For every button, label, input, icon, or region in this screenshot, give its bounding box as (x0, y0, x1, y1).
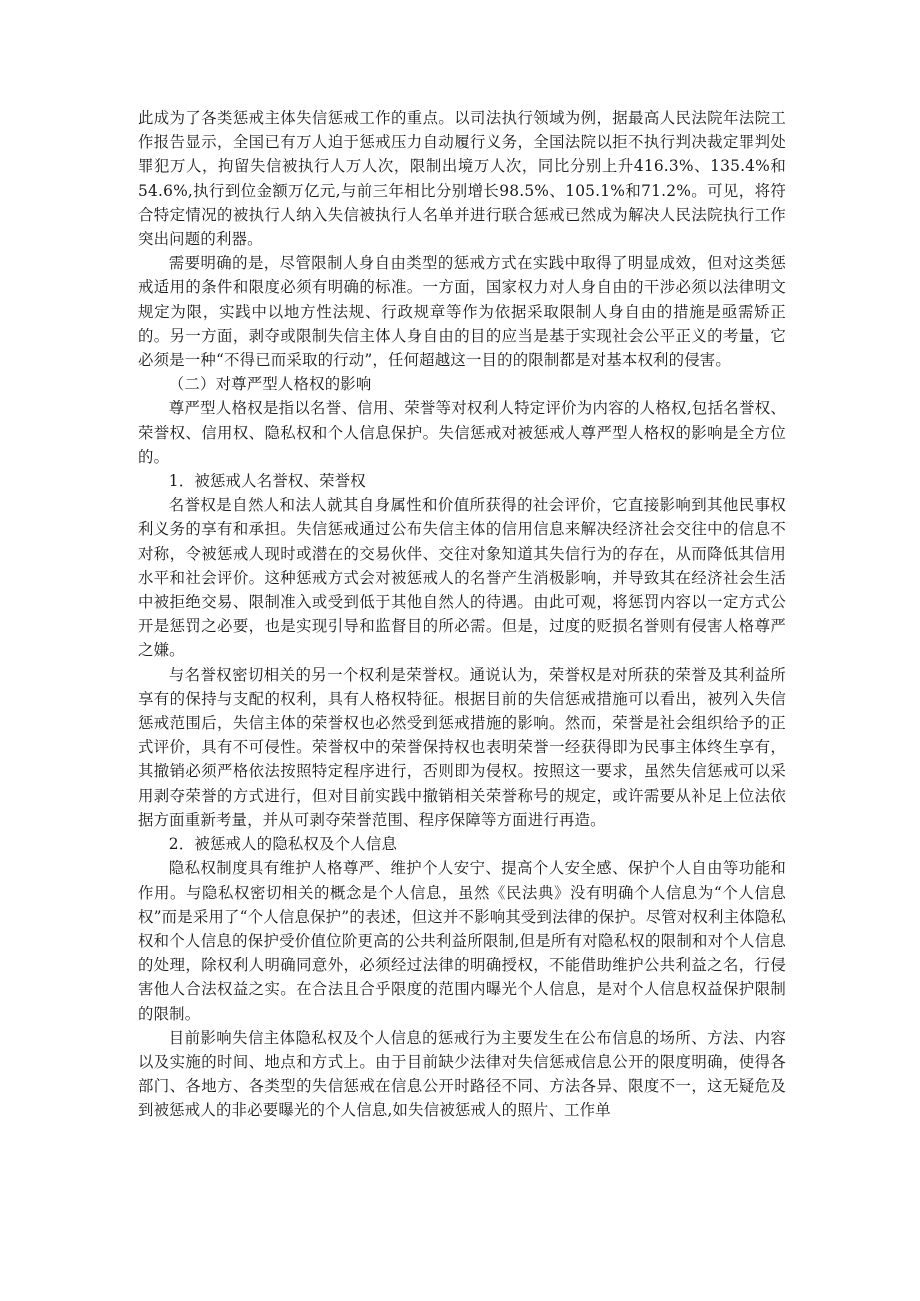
document-page (138, 106, 786, 1123)
paragraph-personal-freedom-limits: 需要明确的是，尽管限制人身自由类型的惩戒方式在实践中取得了明显成效，但对这类惩戒适用的条件和限度必须有明确的标准。一方面，国家权力对人身自由的干涉必须以法律明文规定为限，实践中以地方性法规、行政规章等作为依据采取限制人身自由的措施是亟需矫正的。另一方面，剥夺或限制失信主体人身自由的目的应当是基于实现社会公平正义的考量，它必须是一种“不得已而采取的行动”，任何超越这一目的的限制都是对基本权利的侵害。 (138, 254, 786, 370)
paragraph-dignity-rights-definition: 尊严型人格权是指以名誉、信用、荣誉等对权利人特定评价为内容的人格权,包括名誉权、荣誉权、信用权、隐私权和个人信息保护。失信惩戒对被惩戒人尊严型人格权的影响是全方位的。 (138, 399, 786, 466)
section-heading-dignity-rights: （二）对尊严型人格权的影响 (168, 375, 372, 394)
subheading-privacy-personal-info: 2．被惩戒人的隐私权及个人信息 (168, 835, 398, 854)
paragraph-disclosure-practices: 目前影响失信主体隐私权及个人信息的惩戒行为主要发生在公布信息的场所、方法、内容以及实施的时间、地点和方式上。由于目前缺少法律对失信惩戒信息公开的限度明确，使得各部门、各地方、各类型的失信惩戒在信息公开时路径不同、方法各异、限度不一，这无疑危及到被惩戒人的非必要曝光的个人信息,如失信被惩戒人的照片、工作单 (138, 1028, 786, 1120)
paragraph-honor-right: 与名誉权密切相关的另一个权利是荣誉权。通说认为，荣誉权是对所获的荣誉及其利益所享有的保持与支配的权利，具有人格权特征。根据目前的失信惩戒措施可以看出，被列入失信惩戒范围后，失信主体的荣誉权也必然受到惩戒措施的影响。然而，荣誉是社会组织给予的正式评价，具有不可侵性。荣誉权中的荣誉保持权也表明荣誉一经获得即为民事主体终生享有，其撤销必须严格依法按照特定程序进行，否则即为侵权。按照这一要求，虽然失信惩戒可以采用剥夺荣誉的方式进行，但对目前实践中撤销相关荣誉称号的规定，或许需要从补足上位法依据方面重新考量，并从可剥夺荣誉范围、程序保障等方面进行再造。 (138, 665, 786, 829)
subheading-reputation-honor: 1．被惩戒人名誉权、荣誉权 (168, 472, 366, 491)
paragraph-reputation-right: 名誉权是自然人和法人就其自身属性和价值所获得的社会评价，它直接影响到其他民事权利义务的享有和承担。失信惩戒通过公布失信主体的信用信息来解决经济社会交往中的信息不对称，令被惩戒人现时或潜在的交易伙伴、交往对象知道其失信行为的存在，从而降低其信用水平和社会评价。这种惩戒方式会对被惩戒人的名誉产生消极影响，并导致其在经济社会生活中被拒绝交易、限制准入或受到低于其他自然人的待遇。由此可观，将惩罚内容以一定方式公开是惩罚之必要，也是实现引导和监督目的所必需。但是，过度的贬损名誉则有侵害人格尊严之嫌。 (138, 496, 786, 660)
paragraph-court-enforcement: 此成为了各类惩戒主体失信惩戒工作的重点。以司法执行领域为例，据最高人民法院年法院工作报告显示，全国已有万人迫于惩戒压力自动履行义务，全国法院以拒不执行判决裁定罪判处罪犯万人，拘留失信被执行人万人次，限制出境万人次，同比分别上升416.3%、135.4%和54.6%,执行到位金额万亿元,与前三年相比分别增长98.5%、105.1%和71.2%。可见，将符合特定情况的被执行人纳入失信被执行人名单并进行联合惩戒已然成为解决人民法院执行工作突出问题的利器。 (138, 109, 786, 249)
paragraph-privacy-right: 隐私权制度具有维护人格尊严、维护个人安宁、提高个人安全感、保护个人自由等功能和作用。与隐私权密切相关的概念是个人信息，虽然《民法典》没有明确个人信息为“个人信息权”而是采用了“个人信息保护”的表述，但这并不影响其受到法律的保护。尽管对权利主体隐私权和个人信息的保护受价值位阶更高的公共利益所限制,但是所有对隐私权的限制和对个人信息的处理，除权利人明确同意外，必须经过法律的明确授权，不能借助维护公共利益之名，行侵害他人合法权益之实。在合法且合乎限度的范围内曝光个人信息，是对个人信息权益保护限制的限制。 (138, 859, 786, 1023)
